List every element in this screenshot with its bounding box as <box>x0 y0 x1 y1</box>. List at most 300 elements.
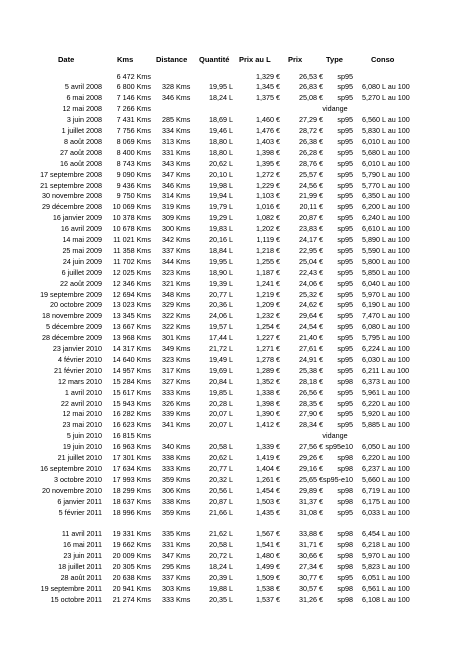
conso-cell: 6,719 L au 100 <box>362 485 410 495</box>
type-cell: sp95 <box>337 82 353 92</box>
quantite-cell: 20,07 L <box>209 420 233 430</box>
prix-cell: 25,65 € <box>299 474 323 484</box>
prix-cell: 27,90 € <box>299 409 323 419</box>
prix-litre-cell: 1,390 € <box>256 409 280 419</box>
kms-cell: 16 815 Kms <box>112 431 151 441</box>
quantite-cell: 19,49 L <box>209 354 233 364</box>
prix-cell: 29,89 € <box>299 485 323 495</box>
type-cell: sp95 <box>337 398 353 408</box>
prix-cell: 26,53 € <box>299 71 323 81</box>
prix-litre-cell: 1,412 € <box>256 420 280 430</box>
table-row <box>0 257 460 267</box>
quantite-cell: 20,07 L <box>209 409 233 419</box>
distance-cell: 337 Kms <box>162 572 191 582</box>
date-cell: 19 juin 2010 <box>62 442 102 452</box>
conso-cell: 6,218 L au 100 <box>362 540 410 550</box>
prix-litre-cell: 1,219 € <box>256 289 280 299</box>
distance-cell: 331 Kms <box>162 540 191 550</box>
conso-cell: 6,561 L au 100 <box>362 583 410 593</box>
table-row <box>0 475 460 485</box>
quantite-cell: 24,06 L <box>209 311 233 321</box>
table-row <box>0 115 460 125</box>
conso-cell: 5,800 L au 100 <box>362 256 410 266</box>
date-cell: 21 juillet 2010 <box>57 453 102 462</box>
distance-cell: 338 Kms <box>162 496 191 506</box>
type-cell: sp98 <box>337 376 353 386</box>
conso-cell: 5,680 L au 100 <box>362 147 410 157</box>
prix-litre-cell: 1,460 € <box>256 115 280 125</box>
type-cell: sp95 <box>337 344 353 353</box>
type-cell: sp98 <box>337 453 353 462</box>
quantite-cell: 17,44 L <box>209 333 233 343</box>
type-cell: sp95 <box>337 235 353 244</box>
distance-cell: 333 Kms <box>162 463 191 473</box>
conso-cell: 5,961 L au 100 <box>362 387 410 397</box>
header-prix: Prix <box>288 55 303 64</box>
date-cell: 15 octobre 2011 <box>50 594 102 604</box>
header-type: Type <box>326 55 343 64</box>
conso-cell: 6,080 L au 100 <box>362 322 410 332</box>
type-cell: sp95 <box>337 409 353 419</box>
prix-cell: 29,26 € <box>299 453 323 462</box>
conso-cell: 5,890 L au 100 <box>362 235 410 244</box>
distance-cell: 323 Kms <box>162 267 191 277</box>
distance-cell: 313 Kms <box>162 136 191 146</box>
table-row <box>0 355 460 365</box>
prix-cell: 24,91 € <box>299 354 323 364</box>
distance-cell: 339 Kms <box>162 409 191 419</box>
prix-litre-cell: 1,261 € <box>256 474 280 484</box>
prix-litre-cell: 1,403 € <box>256 136 280 146</box>
date-cell: 22 août 2009 <box>60 278 102 288</box>
kms-cell: 17 993 Kms <box>112 474 151 484</box>
distance-cell: 306 Kms <box>162 485 191 495</box>
prix-cell: 33,88 € <box>299 529 323 539</box>
table-row <box>0 202 460 212</box>
quantite-cell: 18,69 L <box>209 115 233 125</box>
table-row <box>0 497 460 507</box>
quantite-cell: 20,28 L <box>209 398 233 408</box>
distance-cell: 334 Kms <box>162 126 191 135</box>
kms-cell: 7 431 Kms <box>116 115 151 125</box>
quantite-cell: 20,58 L <box>209 540 233 550</box>
date-cell: 16 mai 2011 <box>62 540 102 550</box>
kms-cell: 15 284 Kms <box>112 376 151 386</box>
prix-cell: 27,56 € <box>299 442 323 452</box>
kms-cell: 16 282 Kms <box>112 409 151 419</box>
kms-cell: 8 069 Kms <box>116 136 151 146</box>
conso-cell: 6,220 L au 100 <box>362 398 410 408</box>
table-row <box>0 268 460 278</box>
kms-cell: 12 346 Kms <box>112 278 151 288</box>
date-cell: 16 août 2008 <box>60 158 102 168</box>
date-cell: 17 septembre 2008 <box>40 169 102 179</box>
prix-cell: 22,43 € <box>299 267 323 277</box>
prix-cell: 25,08 € <box>299 93 323 103</box>
prix-litre-cell: 1,218 € <box>256 245 280 255</box>
conso-cell: 5,830 L au 100 <box>362 126 410 135</box>
prix-litre-cell: 1,254 € <box>256 322 280 332</box>
prix-litre-cell: 1,271 € <box>256 344 280 353</box>
conso-cell: 6,610 L au 100 <box>362 224 410 234</box>
quantite-cell: 20,35 L <box>209 594 233 604</box>
conso-cell: 6,560 L au 100 <box>362 115 410 125</box>
conso-cell: 6,240 L au 100 <box>362 213 410 223</box>
prix-litre-cell: 1,480 € <box>256 551 280 561</box>
quantite-cell: 21,66 L <box>209 507 233 517</box>
distance-cell: 309 Kms <box>162 213 191 223</box>
quantite-cell: 18,24 L <box>209 93 233 103</box>
kms-cell: 14 640 Kms <box>112 354 151 364</box>
distance-cell: 359 Kms <box>162 507 191 517</box>
date-cell: 22 avril 2010 <box>60 398 102 408</box>
prix-litre-cell: 1,241 € <box>256 278 280 288</box>
distance-cell: 341 Kms <box>162 420 191 430</box>
prix-cell: 25,57 € <box>299 169 323 179</box>
date-cell: 28 août 2011 <box>60 572 102 582</box>
date-cell: 3 juin 2008 <box>66 115 102 125</box>
quantite-cell: 20,77 L <box>209 289 233 299</box>
table-row <box>0 540 460 550</box>
quantite-cell: 20,10 L <box>209 169 233 179</box>
type-cell: sp98 <box>337 485 353 495</box>
prix-litre-cell: 1,119 € <box>256 235 280 244</box>
prix-litre-cell: 1,339 € <box>256 442 280 452</box>
prix-cell: 31,71 € <box>299 540 323 550</box>
table-row <box>0 508 460 518</box>
table-row <box>0 573 460 583</box>
kms-cell: 7 266 Kms <box>116 104 151 114</box>
type-cell: sp95 <box>337 333 353 343</box>
conso-cell: 6,080 L au 100 <box>362 82 410 92</box>
date-cell: 8 août 2008 <box>64 136 102 146</box>
kms-cell: 8 400 Kms <box>116 147 151 157</box>
prix-litre-cell: 1,454 € <box>256 485 280 495</box>
conso-cell: 6,454 L au 100 <box>362 529 410 539</box>
quantite-cell: 18,24 L <box>209 562 233 571</box>
prix-litre-cell: 1,395 € <box>256 158 280 168</box>
kms-cell: 13 345 Kms <box>112 311 151 321</box>
quantite-cell: 20,72 L <box>209 551 233 561</box>
table-row <box>0 82 460 92</box>
type-cell: sp95 <box>337 420 353 430</box>
type-cell: sp95 <box>337 300 353 310</box>
conso-cell: 6,350 L au 100 <box>362 191 410 201</box>
prix-cell: 27,61 € <box>299 344 323 353</box>
date-cell: 19 septembre 2011 <box>40 583 102 593</box>
conso-cell: 5,920 L au 100 <box>362 409 410 419</box>
date-cell: 3 octobre 2010 <box>54 474 102 484</box>
table-row <box>0 551 460 561</box>
table-row <box>0 235 460 245</box>
distance-cell: 326 Kms <box>162 398 191 408</box>
prix-cell: 30,77 € <box>299 572 323 582</box>
quantite-cell: 21,62 L <box>209 529 233 539</box>
table-row <box>0 333 460 343</box>
conso-cell: 6,108 L au 100 <box>362 594 410 604</box>
quantite-cell: 20,56 L <box>209 485 233 495</box>
type-cell: sp95 <box>337 387 353 397</box>
distance-cell: 337 Kms <box>162 245 191 255</box>
type-cell: sp98 <box>337 540 353 550</box>
date-cell: 16 septembre 2010 <box>40 463 102 473</box>
kms-cell: 10 678 Kms <box>112 224 151 234</box>
conso-cell: 5,770 L au 100 <box>362 180 410 190</box>
distance-cell: 303 Kms <box>162 583 191 593</box>
kms-cell: 15 943 Kms <box>112 398 151 408</box>
type-cell: sp95 <box>337 169 353 179</box>
distance-cell: 314 Kms <box>162 191 191 201</box>
kms-cell: 10 378 Kms <box>112 213 151 223</box>
type-cell: sp98 <box>337 594 353 604</box>
table-row <box>0 529 460 539</box>
distance-cell: 321 Kms <box>162 278 191 288</box>
conso-cell: 5,590 L au 100 <box>362 245 410 255</box>
date-cell: 1 juillet 2008 <box>61 126 102 135</box>
table-row <box>0 377 460 387</box>
prix-cell: 27,34 € <box>299 562 323 571</box>
prix-cell: 31,26 € <box>299 594 323 604</box>
kms-cell: 9 436 Kms <box>116 180 151 190</box>
header-conso: Conso <box>371 55 395 64</box>
prix-litre-cell: 1,232 € <box>256 311 280 321</box>
date-cell: 30 novembre 2008 <box>42 191 102 201</box>
type-cell: sp95 <box>337 354 353 364</box>
quantite-cell: 20,36 L <box>209 300 233 310</box>
distance-cell: 342 Kms <box>162 235 191 244</box>
table-row <box>0 388 460 398</box>
quantite-cell: 18,90 L <box>209 267 233 277</box>
kms-cell: 9 750 Kms <box>116 191 151 201</box>
date-cell: 29 décembre 2008 <box>42 202 102 212</box>
kms-cell: 19 331 Kms <box>112 529 151 539</box>
quantite-cell: 19,94 L <box>209 191 233 201</box>
prix-litre-cell: 1,541 € <box>256 540 280 550</box>
prix-litre-cell: 1,329 € <box>256 71 280 81</box>
quantite-cell: 19,88 L <box>209 583 233 593</box>
type-cell: sp95 <box>337 245 353 255</box>
type-cell: sp95 <box>337 365 353 375</box>
quantite-cell: 18,80 L <box>209 147 233 157</box>
quantite-cell: 19,85 L <box>209 387 233 397</box>
prix-cell: 25,32 € <box>299 289 323 299</box>
type-cell: sp98 <box>337 562 353 571</box>
quantite-cell: 20,16 L <box>209 235 233 244</box>
quantite-cell: 19,57 L <box>209 322 233 332</box>
conso-cell: 6,010 L au 100 <box>362 158 410 168</box>
date-cell: 6 janvier 2011 <box>57 496 102 506</box>
kms-cell: 7 146 Kms <box>116 93 151 103</box>
prix-litre-cell: 1,289 € <box>256 365 280 375</box>
table-row <box>0 290 460 300</box>
quantite-cell: 20,84 L <box>209 376 233 386</box>
date-cell: 14 mai 2009 <box>62 235 102 244</box>
conso-cell: 5,795 L au 100 <box>362 333 410 343</box>
prix-litre-cell: 1,503 € <box>256 496 280 506</box>
date-cell: 6 juillet 2009 <box>61 267 102 277</box>
type-cell: sp95 <box>337 213 353 223</box>
date-cell: 6 mai 2008 <box>66 93 102 103</box>
note-cell: vidange <box>322 104 348 114</box>
prix-litre-cell: 1,345 € <box>256 82 280 92</box>
kms-cell: 13 968 Kms <box>112 333 151 343</box>
conso-cell: 6,040 L au 100 <box>362 278 410 288</box>
date-cell: 28 décembre 2009 <box>42 333 102 343</box>
prix-cell: 24,54 € <box>299 322 323 332</box>
prix-litre-cell: 1,398 € <box>256 398 280 408</box>
conso-cell: 5,885 L au 100 <box>362 420 410 430</box>
table-row <box>0 344 460 354</box>
type-cell: sp98 <box>337 496 353 506</box>
prix-cell: 23,83 € <box>299 224 323 234</box>
table-row <box>0 595 460 605</box>
date-cell: 5 février 2011 <box>58 507 102 517</box>
prix-cell: 24,56 € <box>299 180 323 190</box>
type-cell: sp95 <box>337 507 353 517</box>
prix-cell: 31,37 € <box>299 496 323 506</box>
header-date: Date <box>58 55 75 64</box>
table-row <box>0 518 460 528</box>
table-row <box>0 442 460 452</box>
type-cell: sp98 <box>337 583 353 593</box>
prix-litre-cell: 1,435 € <box>256 507 280 517</box>
table-row <box>0 170 460 180</box>
distance-cell: 285 Kms <box>162 115 191 125</box>
table-row <box>0 191 460 201</box>
table-row <box>0 399 460 409</box>
table-row <box>0 420 460 430</box>
conso-cell: 6,051 L au 100 <box>362 572 410 582</box>
quantite-cell: 20,62 L <box>209 453 233 462</box>
conso-cell: 6,030 L au 100 <box>362 354 410 364</box>
table-row <box>0 409 460 419</box>
distance-cell: 335 Kms <box>162 529 191 539</box>
kms-cell: 17 634 Kms <box>112 463 151 473</box>
distance-cell: 322 Kms <box>162 311 191 321</box>
table-row <box>0 72 460 82</box>
conso-cell: 5,970 L au 100 <box>362 289 410 299</box>
conso-cell: 6,175 L au 100 <box>362 496 410 506</box>
distance-cell: 317 Kms <box>162 365 191 375</box>
conso-cell: 6,050 L au 100 <box>362 442 410 452</box>
prix-litre-cell: 1,255 € <box>256 256 280 266</box>
kms-cell: 19 662 Kms <box>112 540 151 550</box>
distance-cell: 295 Kms <box>162 562 191 571</box>
distance-cell: 333 Kms <box>162 594 191 604</box>
distance-cell: 300 Kms <box>162 224 191 234</box>
quantite-cell: 18,84 L <box>209 245 233 255</box>
quantite-cell: 21,72 L <box>209 344 233 353</box>
distance-cell: 343 Kms <box>162 158 191 168</box>
kms-cell: 16 623 Kms <box>112 420 151 430</box>
kms-cell: 14 317 Kms <box>112 344 151 353</box>
table-row <box>0 148 460 158</box>
distance-cell: 323 Kms <box>162 354 191 364</box>
quantite-cell: 20,58 L <box>209 442 233 452</box>
prix-cell: 25,38 € <box>299 365 323 375</box>
type-cell: sp95 <box>337 322 353 332</box>
prix-litre-cell: 1,272 € <box>256 169 280 179</box>
kms-cell: 21 274 Kms <box>112 594 151 604</box>
kms-cell: 20 638 Kms <box>112 572 151 582</box>
prix-cell: 27,29 € <box>299 115 323 125</box>
type-cell: sp95 <box>337 180 353 190</box>
table-row <box>0 584 460 594</box>
date-cell: 5 avril 2008 <box>64 82 102 92</box>
table-row <box>0 366 460 376</box>
date-cell: 1 avril 2010 <box>64 387 102 397</box>
quantite-cell: 20,77 L <box>209 463 233 473</box>
distance-cell: 327 Kms <box>162 376 191 386</box>
date-cell: 12 mai 2008 <box>62 104 102 114</box>
type-cell: sp95 <box>337 202 353 212</box>
date-cell: 21 septembre 2008 <box>40 180 102 190</box>
distance-cell: 301 Kms <box>162 333 191 343</box>
distance-cell: 346 Kms <box>162 180 191 190</box>
date-cell: 20 novembre 2010 <box>42 485 102 495</box>
header-quantite: Quantité <box>199 55 230 64</box>
conso-cell: 6,010 L au 100 <box>362 136 410 146</box>
quantite-cell: 20,62 L <box>209 158 233 168</box>
prix-cell: 25,04 € <box>299 256 323 266</box>
kms-cell: 11 702 Kms <box>113 256 151 266</box>
conso-cell: 6,190 L au 100 <box>362 300 410 310</box>
quantite-cell: 19,83 L <box>209 224 233 234</box>
prix-cell: 29,16 € <box>299 463 323 473</box>
type-cell: sp95 <box>337 115 353 125</box>
conso-cell: 6,224 L au 100 <box>362 344 410 353</box>
distance-cell: 338 Kms <box>162 453 191 462</box>
date-cell: 24 juin 2009 <box>62 256 102 266</box>
kms-cell: 16 963 Kms <box>112 442 151 452</box>
distance-cell: 319 Kms <box>162 202 191 212</box>
prix-cell: 28,35 € <box>299 398 323 408</box>
date-cell: 20 octobre 2009 <box>50 300 102 310</box>
kms-cell: 8 743 Kms <box>116 158 151 168</box>
prix-litre-cell: 1,227 € <box>256 333 280 343</box>
kms-cell: 6 472 Kms <box>116 71 151 81</box>
quantite-cell: 20,39 L <box>209 572 233 582</box>
distance-cell: 349 Kms <box>162 344 191 353</box>
kms-cell: 6 800 Kms <box>116 82 151 92</box>
prix-litre-cell: 1,375 € <box>256 93 280 103</box>
prix-cell: 22,95 € <box>299 245 323 255</box>
prix-cell: 31,08 € <box>299 507 323 517</box>
prix-cell: 24,06 € <box>299 278 323 288</box>
prix-cell: 28,18 € <box>299 376 323 386</box>
prix-litre-cell: 1,398 € <box>256 147 280 157</box>
kms-cell: 18 637 Kms <box>112 496 151 506</box>
prix-cell: 26,28 € <box>299 147 323 157</box>
prix-cell: 21,40 € <box>299 333 323 343</box>
header-kms: Kms <box>117 55 134 64</box>
distance-cell: 328 Kms <box>162 82 191 92</box>
prix-cell: 28,72 € <box>299 126 323 135</box>
distance-cell: 340 Kms <box>162 442 191 452</box>
prix-litre-cell: 1,537 € <box>256 594 280 604</box>
table-row <box>0 104 460 114</box>
conso-cell: 5,823 L au 100 <box>362 562 410 571</box>
conso-cell: 6,373 L au 100 <box>362 376 410 386</box>
prix-litre-cell: 1,419 € <box>256 453 280 462</box>
type-cell: sp95 <box>337 93 353 103</box>
prix-cell: 26,83 € <box>299 82 323 92</box>
date-cell: 23 mai 2010 <box>62 420 102 430</box>
kms-cell: 7 756 Kms <box>116 126 151 135</box>
quantite-cell: 19,39 L <box>209 278 233 288</box>
date-cell: 16 avril 2009 <box>60 224 102 234</box>
table-row <box>0 562 460 572</box>
